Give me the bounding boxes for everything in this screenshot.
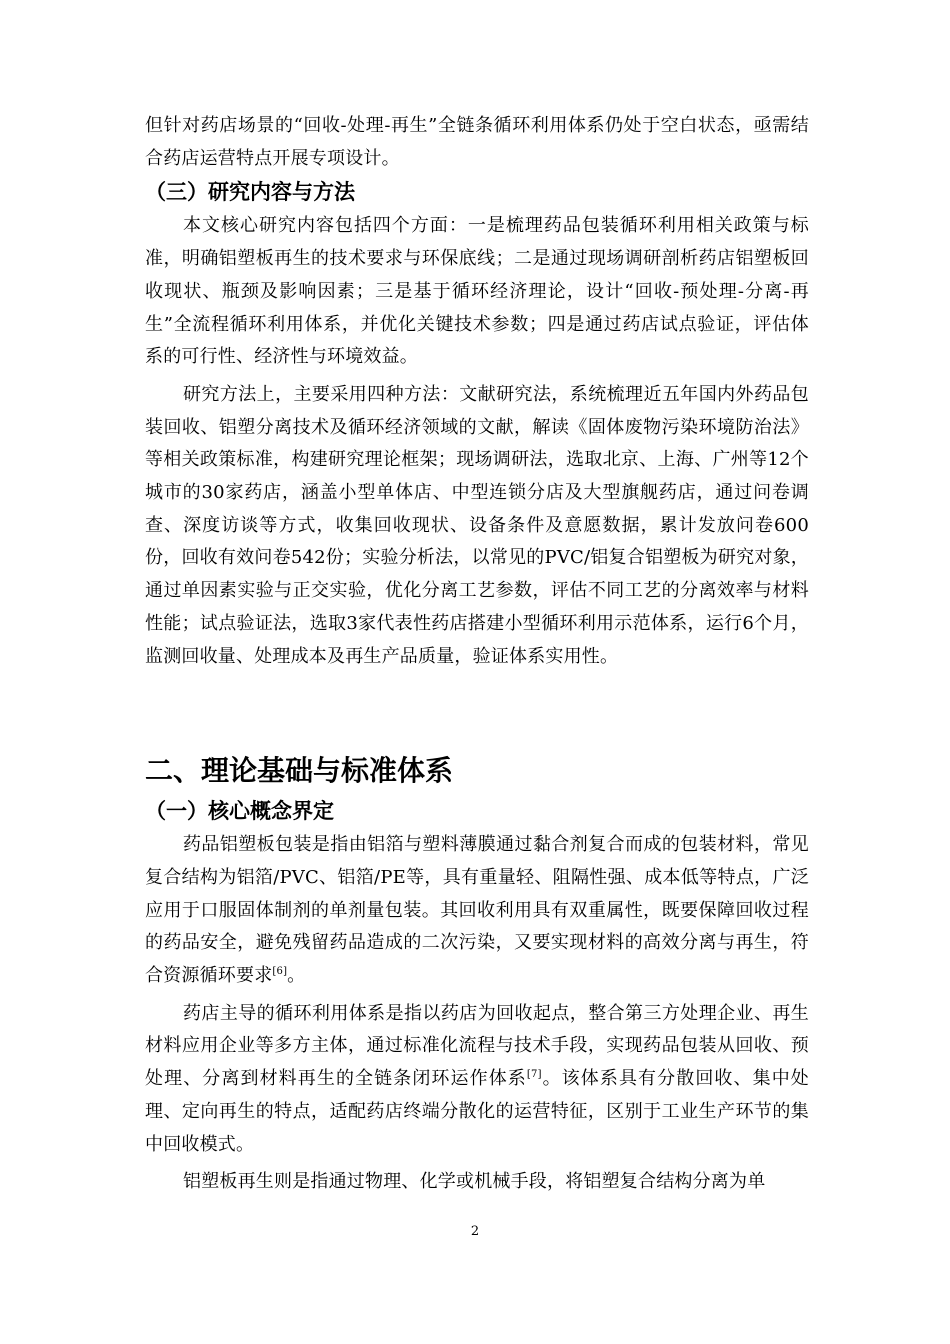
chapter-heading-theory: 二、理论基础与标准体系 <box>145 754 454 788</box>
page-number: 2 <box>470 1224 480 1239</box>
paragraph-text: 药品铝塑板包装是指由铝箔与塑料薄膜通过黏合剂复合而成的包装材料，常见复合结构为铝箔/PVC、铝箔/PE等，具有重量轻、阻隔性强、成本低等特点，广泛应用于口服固体制剂的单剂量包装。其回收利用具有双重属性，既要保障回收过程的药品安全，避免残留药品造成的二次污染，又要实现材料的高效分离与再生，符合资源循环要求 <box>145 834 809 987</box>
citation-ref: [6] <box>272 966 288 978</box>
paragraph-blister-packaging <box>145 829 809 993</box>
paragraph-recycling-system <box>145 998 809 1162</box>
paragraph-tail: 。该体系具有分散回收、集中处理、定向再生的特点，适配药店终端分散化的运营特征，区别于工业生产环节的集中回收模式。 <box>145 1068 809 1155</box>
paragraph-research-methods: 研究方法上，主要采用四种方法：文献研究法，系统梳理近五年国内外药品包装回收、铝塑分离技术及循环经济领域的文献，解读《固体废物污染环境防治法》等相关政策标准，构建研究理论框架；现场调研法，选取北京、上海、广州等12个城市的30家药店，涵盖小型单体店、中型连锁分店及大型旗舰药店，通过问卷调查、深度访谈等方式，收集回收现状、设备条件及意愿数据，累计发放问卷600份，回收有效问卷542份；实验分析法，以常见的PVC/铝复合铝塑板为研究对象，通过单因素实验与正交实验，优化分离工艺参数，评估不同工艺的分离效率与材料性能；试点验证法，选取3家代表性药店搭建小型循环利用示范体系，运行6个月，监测回收量、处理成本及再生产品质量，验证体系实用性。 <box>145 383 809 667</box>
section-heading-core-concepts: （一）核心概念界定 <box>145 799 334 824</box>
continued-paragraph: 但针对药店场景的“回收-处理-再生”全链条循环利用体系仍处于空白状态，亟需结合药店运营特点开展专项设计。 <box>145 115 809 169</box>
citation-ref: [7] <box>526 1069 542 1081</box>
section-heading-research-content: （三）研究内容与方法 <box>145 180 355 205</box>
document-page <box>145 110 809 1199</box>
paragraph-research-content: 本文核心研究内容包括四个方面：一是梳理药品包装循环利用相关政策与标准，明确铝塑板再生的技术要求与环保底线；二是通过现场调研剖析药店铝塑板回收现状、瓶颈及影响因素；三是基于循环经济理论，设计“回收-预处理-分离-再生”全流程循环利用体系，并优化关键技术参数；四是通过药店试点验证，评估体系的可行性、经济性与环境效益。 <box>145 215 809 368</box>
paragraph-tail: 。 <box>287 965 306 987</box>
paragraph-text: 药店主导的循环利用体系是指以药店为回收起点，整合第三方处理企业、再生材料应用企业等多方主体，通过标准化流程与技术手段，实现药品包装从回收、预处理、分离到材料再生的全链条闭环运作体系 <box>145 1002 809 1090</box>
paragraph-regeneration: 铝塑板再生则是指通过物理、化学或机械手段，将铝塑复合结构分离为单 <box>183 1171 766 1193</box>
